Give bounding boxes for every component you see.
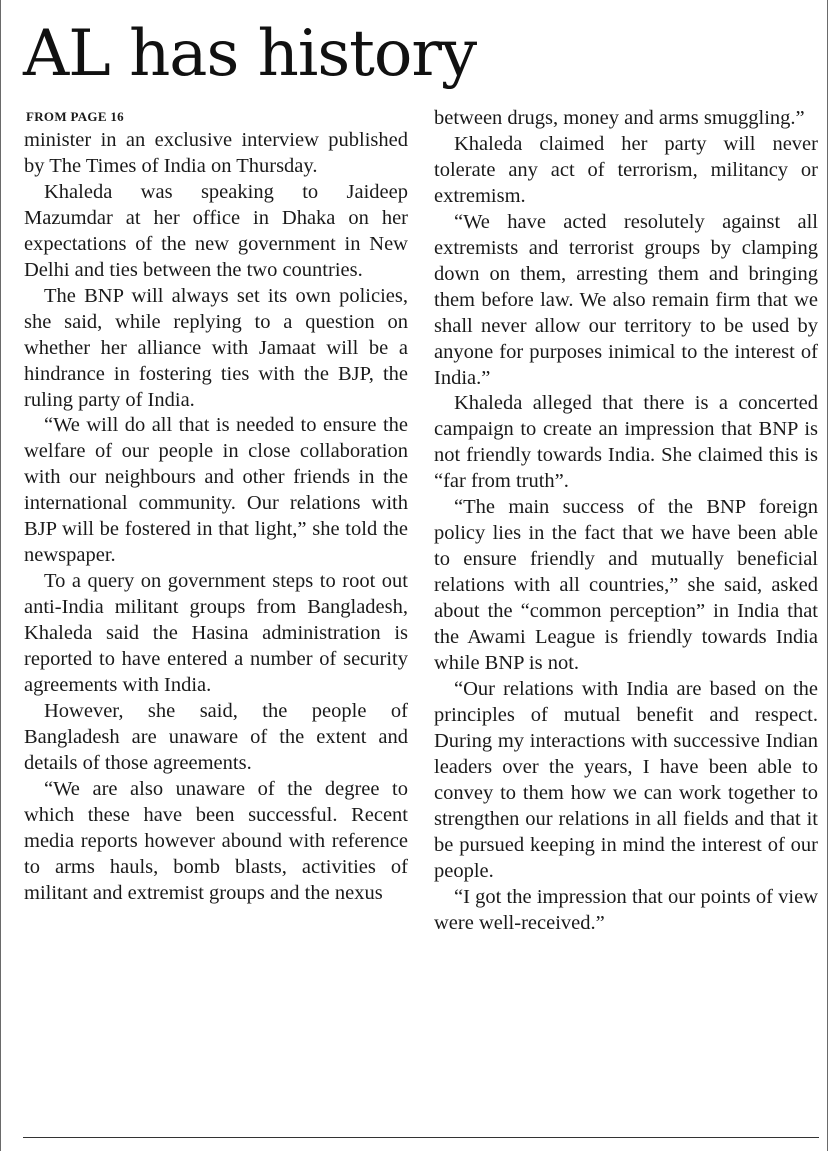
paragraph: minister in an exclusive interview published by The Times of India on Thursday.: [24, 129, 408, 177]
jump-label: FROM PAGE 16: [26, 109, 124, 124]
paragraph: Khaleda claimed her party will never tolerate any act of terrorism, militancy or extremism.: [434, 132, 818, 207]
paragraph: However, she said, the people of Bangladesh are unaware of the extent and details of those agreements.: [24, 699, 408, 774]
left-column: [24, 106, 408, 907]
paragraph: “I got the impression that our points of view were well-received.”: [434, 885, 818, 934]
paragraph: The BNP will always set its own policies, she said, while replying to a question on whether her alliance with Jamaat will be a hindrance in fostering ties with the BJP, the ruling party of India.: [24, 284, 408, 411]
headline: AL has history: [23, 17, 477, 91]
right-column: [434, 106, 818, 937]
paragraph: Khaleda was speaking to Jaideep Mazumdar at her office in Dhaka on her expectations of the new government in New Delhi and ties between the two countries.: [24, 180, 408, 281]
paragraph: Khaleda alleged that there is a concerted campaign to create an impression that BNP is not friendly towards India. She claimed this is “far from truth”.: [434, 392, 818, 493]
paragraph: “We are also unaware of the degree to which these have been successful. Recent media reports however abound with reference to arms hauls, bomb blasts, activities of militant and extremist groups and the nexus: [24, 777, 408, 904]
bottom-rule: [23, 1137, 819, 1138]
paragraph: “The main success of the BNP foreign policy lies in the fact that we have been able to ensure friendly and mutually beneficial relations with all countries,” she said, asked about the “common perception” in India that the Awami League is friendly towards India while BNP is not.: [434, 496, 818, 675]
paragraph: between drugs, money and arms smuggling.”: [434, 107, 805, 129]
paragraph: To a query on government steps to root out anti-India militant groups from Bangladesh, Khaleda said the Hasina administration is reported to have entered a number of security agreements with India.: [24, 570, 408, 697]
paragraph: “Our relations with India are based on the principles of mutual benefit and respect. During my interactions with successive Indian leaders over the years, I have been able to convey to them how we can work together to strengthen our relations in all fields and that it be pursued keeping in mind the interest of our people.: [434, 677, 818, 882]
paragraph: “We have acted resolutely against all extremists and terrorist groups by clamping down on them, arresting them and bringing them before law. We also remain firm that we shall never allow our territory to be used by anyone for purposes inimical to the interest of India.”: [434, 210, 818, 389]
paragraph: “We will do all that is needed to ensure the welfare of our people in close collaboration with our neighbours and other friends in the international community. Our relations with BJP will be fostered in that light,” she told the newspaper.: [24, 414, 408, 567]
